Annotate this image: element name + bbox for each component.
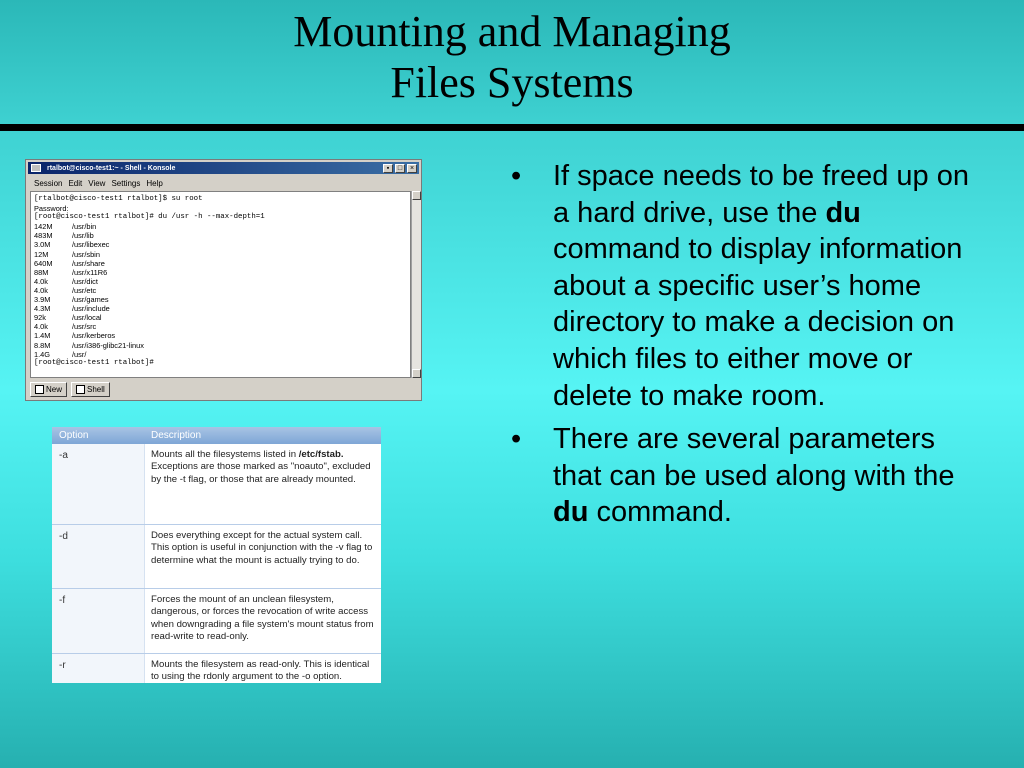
du-size: 1.4M [34,331,51,341]
du-size: 92k [34,313,46,323]
du-output-row [34,222,407,231]
du-size: 1.4G [34,349,51,359]
du-size: 142M [34,222,53,232]
option-description [145,525,381,588]
du-size: 640M [34,258,53,268]
table-row [52,444,381,525]
minimize-button[interactable]: ▪ [383,164,393,173]
terminal-line: [root@cisco-test1 rtalbot]# du /usr -h --max-depth=1 [34,213,265,222]
du-output-row [34,350,407,359]
table-row [52,525,381,589]
new-session-button[interactable] [30,382,67,397]
bullet-text: command. [588,496,732,529]
description-text: Mounts all the filesystems listed in [151,449,299,460]
du-output-row [34,322,407,331]
menu-help[interactable]: Help [146,178,163,188]
option-flag: -a [52,444,145,524]
new-session-label: New [46,384,63,394]
slide-title-line-2: Files Systems [390,58,634,107]
konsole-titlebar [28,162,419,174]
du-size: 12M [34,249,49,259]
du-path: /usr/sbin [72,249,100,259]
du-output-row [34,277,407,286]
du-output-row [34,286,407,295]
du-output-row [34,259,407,268]
description-text: Does everything except for the actual system call. This option is useful in conjunction with the -v flag to determine what the mount is actually trying to do. [151,530,373,566]
terminal-line: [root@cisco-test1 rtalbot]# [34,358,154,367]
du-path: /usr/kerberos [72,331,116,341]
du-path: /usr/x11R6 [72,267,108,277]
konsole-window [25,159,422,401]
du-output-row [34,304,407,313]
scroll-up-icon[interactable] [412,191,421,200]
terminal-icon [31,164,41,172]
slide-title [0,0,1024,124]
bullet-command: du [825,196,861,229]
du-size: 483M [34,231,53,241]
du-size: 4.0k [34,285,48,295]
menu-edit[interactable]: Edit [68,178,83,188]
du-size: 88M [34,267,49,277]
option-flag: -d [52,525,145,588]
du-path: /usr/bin [72,222,97,232]
terminal-scrollbar[interactable] [411,191,421,378]
du-output-row [34,341,407,350]
mount-options-table [52,427,381,683]
du-size: 3.9M [34,295,51,305]
table-row [52,654,381,683]
du-output-row [34,313,407,322]
menu-view[interactable]: View [88,178,106,188]
du-path: /usr/share [72,258,105,268]
bullet-text: There are several parameters that can be used along with the [553,423,955,492]
bullet-marker: • [511,160,522,192]
bullet-item [505,421,980,531]
description-text: Exceptions are those marked as "noauto", excluded by the -t flag, or those that are already mounted. [151,461,371,485]
du-output-row [34,268,407,277]
du-output-row [34,250,407,259]
du-output-row [34,240,407,249]
menu-session[interactable]: Session [34,178,63,188]
du-path: /usr/dict [72,276,98,286]
option-description [145,654,381,683]
du-size: 4.0k [34,322,48,332]
konsole-window-title: rtalbot@cisco-test1:~ - Shell - Konsole [47,164,176,172]
scroll-down-icon[interactable] [412,369,421,378]
option-description [145,444,381,524]
description-text: Forces the mount of an unclean filesystem, dangerous, or forces the revocation of write access when downgrading a file system's mount status from read-write to read-only. [151,594,374,643]
title-divider [0,124,1024,131]
option-description [145,589,381,653]
table-header [52,427,381,444]
du-path: /usr/etc [72,285,97,295]
table-row [52,589,381,654]
column-header-option: Option [59,430,89,441]
du-output-row [34,231,407,240]
bullet-text: command to display information about a specific user’s home directory to make a decision on which files to either move or delete to make room. [553,233,963,412]
option-flag: -f [52,589,145,653]
column-header-description: Description [151,430,202,441]
slide-title-line-1: Mounting and Managing [293,7,731,56]
du-path: /usr/i386-glibc21-linux [72,340,144,350]
bullet-command: du [553,496,589,529]
du-path: /usr/libexec [72,240,110,250]
terminal-output[interactable] [30,191,411,378]
description-text: Mounts the filesystem as read-only. This is identical to using the rdonly argument to the -o option. [151,659,370,683]
close-button[interactable]: × [407,164,417,173]
du-path: /usr/lib [72,231,94,241]
du-size: 4.0k [34,276,48,286]
terminal-line: [rtalbot@cisco-test1 rtalbot]$ su root [34,195,203,203]
bullet-item [505,158,980,414]
bullet-list [505,158,980,538]
terminal-line: Password: [34,204,69,214]
du-path: /usr/include [72,304,110,314]
menu-settings[interactable]: Settings [111,178,141,188]
konsole-tabbar [30,380,417,398]
maximize-button[interactable]: □ [395,164,405,173]
description-path: /etc/fstab. [298,449,344,460]
du-output-row [34,295,407,304]
konsole-menubar [28,176,419,190]
du-path: /usr/games [72,295,109,305]
option-flag: -r [52,654,145,683]
new-session-icon [35,385,44,394]
bullet-marker: • [511,423,522,456]
du-size: 4.3M [34,304,51,314]
du-path: /usr/src [72,322,97,332]
du-size: 3.0M [34,240,51,250]
du-size: 8.8M [34,340,51,350]
tab-shell-label: Shell [87,384,105,394]
tab-shell[interactable] [71,382,110,397]
du-path: /usr/local [72,313,102,323]
du-output-row [34,331,407,340]
du-path: /usr/ [72,349,87,359]
bullet-text: If space needs to be freed up on a hard drive, use the [553,160,969,229]
shell-icon [76,385,85,394]
